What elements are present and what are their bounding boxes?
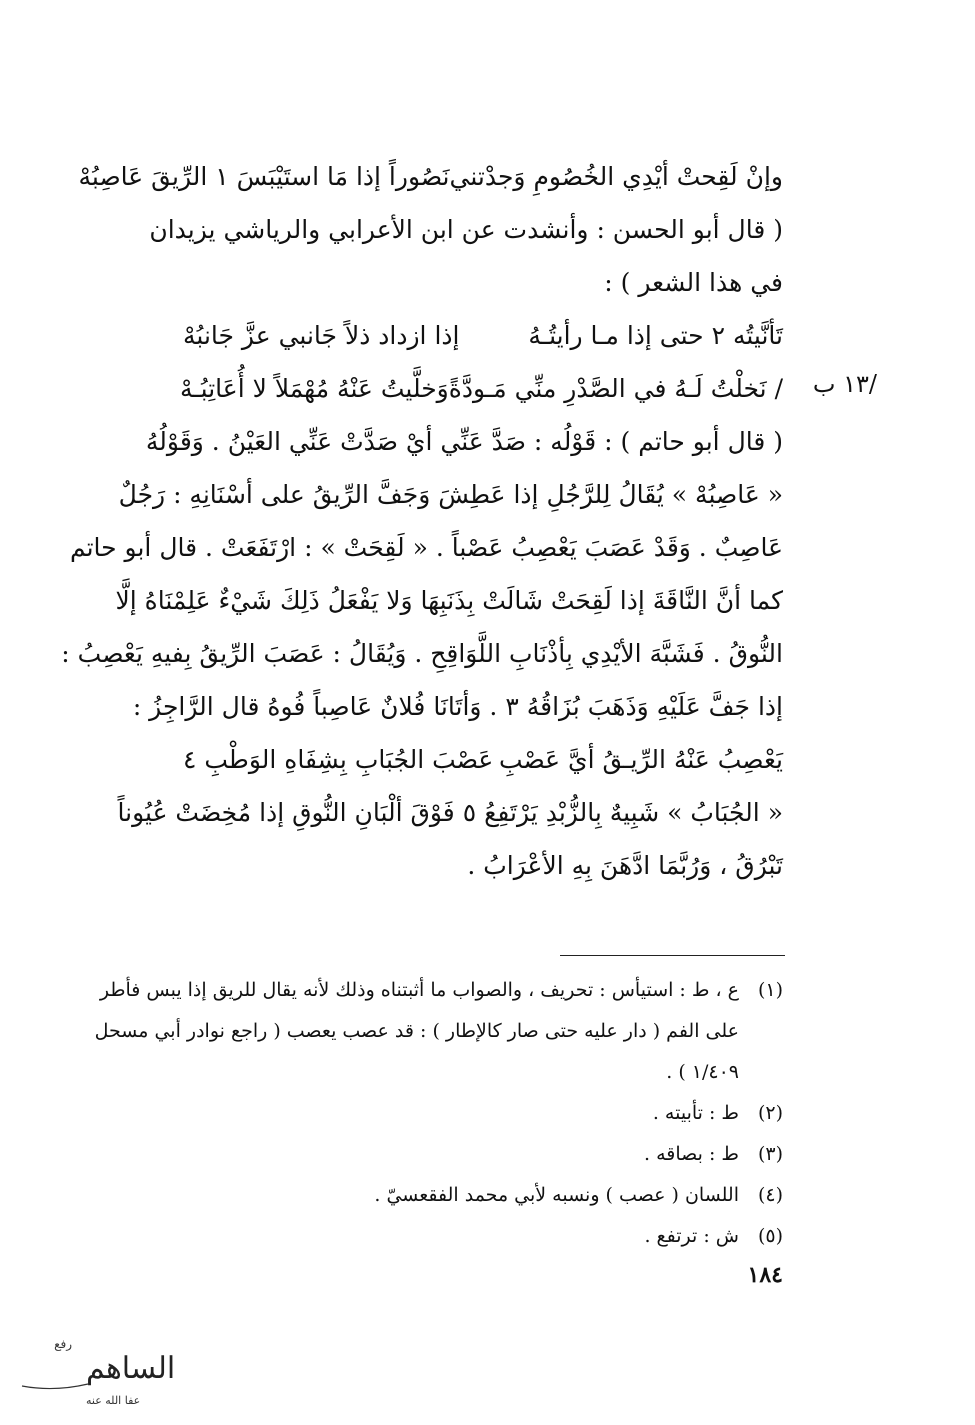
verse-1-first-hemistich: وإنْ لَقِحتْ أيْدِي الخُصُومِ وَجدْتني [449,162,783,191]
footnote-text: اللسان ( عصب ) ونسبه لأبي محمد الفقعسيّ . [374,1184,739,1206]
footnote-text: ع ، ط : استيأس : تحريف ، والصواب ما أثبتناه وذلك لأنه يقال للريق إذا يبس فأطر [99,979,739,1001]
folio-marginal-note: /١٣ ب [812,370,877,398]
footnote-2 [183,1093,783,1134]
main-text [61,150,783,892]
verse-4-first-hemistich: يَعْصِبُ عَنْهُ الرِّيـقُ أيَّ عَصْبِ [498,745,783,774]
prose-line: إذا جَفَّ عَلَيْهِ وَذَهَبَ بُزَاقُهُ ٣ . وَأتَانَا فُلانٌ عَاصِباً فُوهُ قال الرَّاجِزُ : [132,692,783,721]
footnote-number: (٤) [757,1184,783,1206]
footnote-text: ش : ترتفع . [644,1225,739,1247]
verse-1 [78,150,783,203]
footnote-number: (١) [757,979,783,1001]
footnote-1 [99,970,783,1011]
footnote-text: ط : بصاقه . [644,1143,739,1165]
stamp-word-rafa: رفع [54,1337,72,1351]
verse-2 [183,309,783,362]
footnote-1-continuation: على الفم ( دار عليه حتى صار كالإطار ) : قد عصب يعصب ( راجع نوادر أبي مسحل [94,1020,739,1042]
verse-4 [183,733,783,786]
footnote-number: (٢) [757,1102,783,1124]
verse-4-second-hemistich: عَصْبَ الجُبَابِ بِشِفَاهِ الوَطْبِ ٤ [183,745,494,774]
footnote-3 [183,1134,783,1175]
prose-line: « الجُبَابُ » شَبِيهٌ بِالزُّبْدِ يَرْتَفِعُ ٥ فَوْقَ ألْبَانِ النُّوقِ إذا مُخِضَتْ عُيُوناً [117,798,783,827]
footnote-1-continuation: ١/٤٠٩ ) . [666,1061,739,1083]
stamp-word-main: الساهم [86,1351,176,1386]
verse-3-first-hemistich: / نَخلْتُ لَـهُ في الصَّدْرِ منِّي مَـودَّةً [448,374,783,403]
footnote-5 [183,1216,783,1257]
footnote-number: (٣) [757,1143,783,1165]
prose-line: في هذا الشعر ) : [604,268,783,297]
footnote-number: (٥) [757,1225,783,1247]
verse-3 [179,362,783,415]
footnote-4 [183,1175,783,1216]
stamp-flourish [22,1384,88,1389]
prose-line: ( قال أبو الحسن : وأنشدت عن ابن الأعرابي والرياشي يزيدان [149,215,783,244]
prose-line: عَاصِبٌ . وَقَدْ عَصَبَ يَعْصِبُ عَصْباً . « لَقِحَتْ » : ارْتَفَعَتْ . قال أبو حاتم [69,533,783,562]
stamp-word-dua: عفا الله عنه [86,1394,141,1407]
prose-line: تَبْرُقُ ، وَرُبَّمَا ادَّهَنَ بِهِ الأعْرَابُ . [467,851,783,880]
stamp-logo [14,1330,176,1410]
footnotes [94,970,783,1257]
footnote-text: ط : تأبيته . [652,1102,739,1124]
prose-line: « عَاصِبُهْ » يُقَالُ لِلرَّجُلِ إذا عَطِشَ وَجَفَّ الرِّيقُ على أسْنَانِهِ : رَجُلٌ [118,480,783,509]
verse-3-second-hemistich: وَخلَّيتُ عَنْهُ مُهْمَلاً لا أُعَاتِبُـهْ [179,374,449,403]
prose-line: ( قال أبو حاتم ) : قَوْلُه : صَدَّ عَنِّي أيْ صَدَّتْ عَنِّي العَيْنُ . وَقَوْلُهُ [145,427,783,456]
footnote-separator [560,955,785,956]
prose-line: النُّوقُ . فَشَبَّهَ الأيْدِي بِأذْنَابِ اللَّوَاقِحِ . وَيُقَالُ : عَصَبَ الرِّيقُ بِفيهِ يَعْصِبُ : [61,639,783,668]
verse-1-second-hemistich: نَصُوراً إذا مَا استَيْبَسَ ١ الرِّيقَ عَاصِبُهْ [78,162,450,191]
prose-line: كما أنَّ النَّاقَةَ إذا لَقِحَتْ شَالَتْ بِذَنَبِهَا وَلا يَفْعَلُ ذَلِكَ شَيْءٌ عَلِمْنَاهُ إلَّا [115,586,783,615]
verse-2-second-hemistich: إذا ازداد ذلاً جَانبي عزَّ جَانبُهْ [183,321,460,350]
page-number: ١٨٤ [747,1262,783,1288]
verse-2-first-hemistich: تَأنَّيتُه ٢ حتى إذا مـا رأيتُـهُ [528,321,783,350]
